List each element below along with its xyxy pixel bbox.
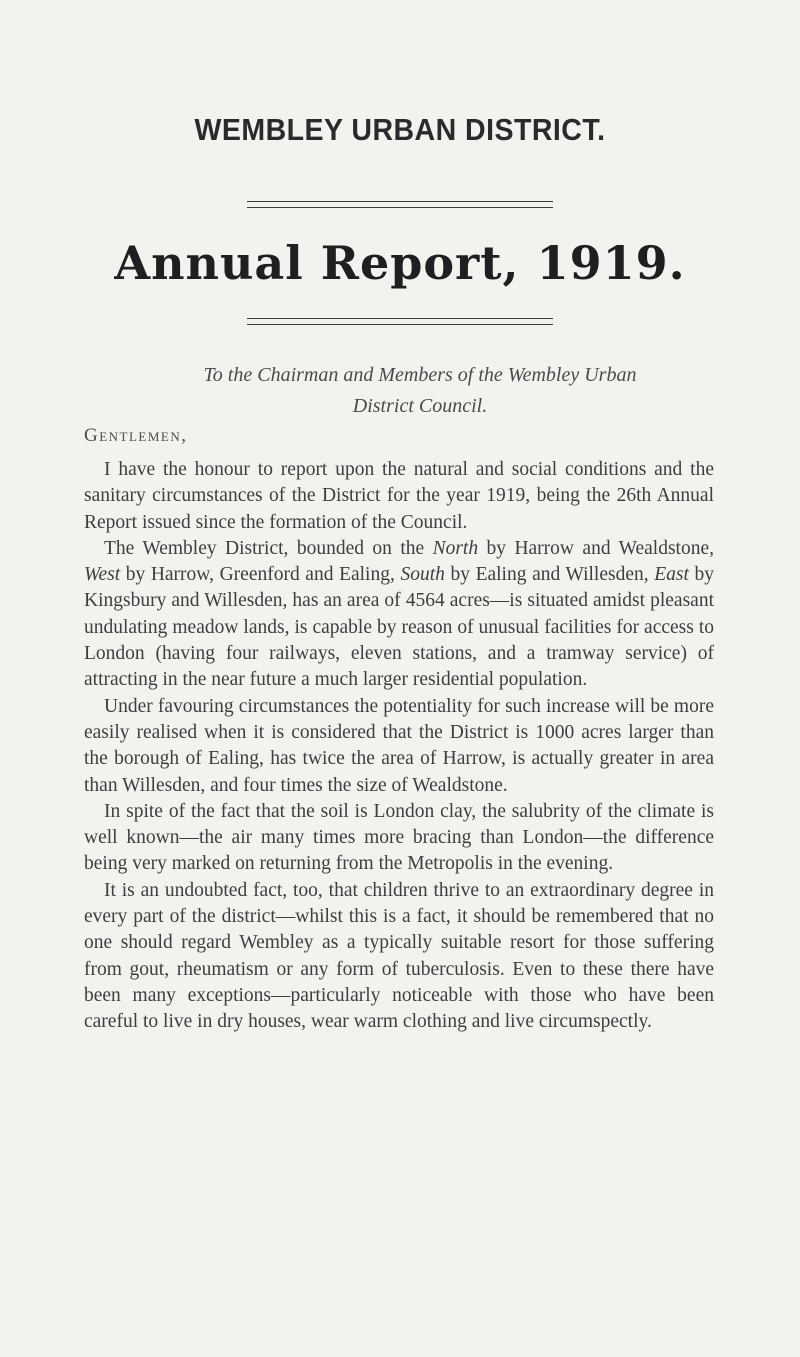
paragraph-2-east: East <box>654 564 689 586</box>
report-title: Annual Report, 1919. <box>114 236 686 290</box>
paragraph-3 <box>84 694 714 799</box>
paragraph-2-text-c: by Harrow, Greenford and Ealing, <box>120 564 401 586</box>
report-body <box>84 457 714 1036</box>
salutation: Gentlemen, <box>84 425 188 446</box>
double-rule-bottom <box>247 318 553 325</box>
paragraph-3-text: Under favouring circumstances the potentiality for such increase will be more easily realised when it is considered that the District is 1000 acres larger than the borough of Ealing, has twice the area of Harrow, is actually greater in area than Willesden, and four times the size of Wealdstone. <box>84 695 714 796</box>
paragraph-1 <box>84 457 714 536</box>
address-line-1: To the Chairman and Members of the Wembley Urban <box>203 364 637 386</box>
double-rule-top <box>247 201 553 208</box>
paragraph-2-text-b: by Harrow and Wealdstone, <box>478 537 714 559</box>
paragraph-2-south: South <box>400 564 445 586</box>
paragraph-2 <box>84 536 714 694</box>
paragraph-1-text: I have the honour to report upon the natural and social conditions and the sanitary circumstances of the District for the year 1919, being the 26th Annual Report issued since the formation of the Council. <box>84 459 714 533</box>
address-line-2: District Council. <box>352 395 488 417</box>
paragraph-4 <box>84 799 714 878</box>
address-block <box>100 360 740 422</box>
paragraph-2-west: West <box>84 564 121 586</box>
paragraph-2-north: North <box>432 537 479 559</box>
paragraph-5 <box>84 878 714 1036</box>
paragraph-4-text: In spite of the fact that the soil is London clay, the salubrity of the climate is well known—the air many times more bracing than London—the difference being very marked on returning from the Metropolis in the evening. <box>84 800 714 875</box>
district-heading: WEMBLEY URBAN DISTRICT. <box>194 112 606 147</box>
paragraph-2-text-a: The Wembley District, bounded on the <box>104 537 433 559</box>
paragraph-5-text: It is an undoubted fact, too, that children thrive to an extraordinary degree in every part of the district—whilst this is a fact, it should be remembered that no one should regard Wembley as a typically suitable resort for those suffering from gout, rheumatism or any form of tuberculosis. Even to these there have been many exceptions—particularly noticeable with those who have been careful to live in dry houses, wear warm clothing and live circumspectly. <box>84 879 714 1033</box>
paragraph-2-text-e: by Kingsbury and Willesden, has an area of 4564 acres—is situated amidst pleasant undulating meadow lands, is capable by reason of unusual facilities for access to London (having four railways, eleven stations, and a tramway service) of attracting in the near future a much larger residential population. <box>84 564 715 691</box>
paragraph-2-text-d: by Ealing and Willesden, <box>444 564 655 586</box>
